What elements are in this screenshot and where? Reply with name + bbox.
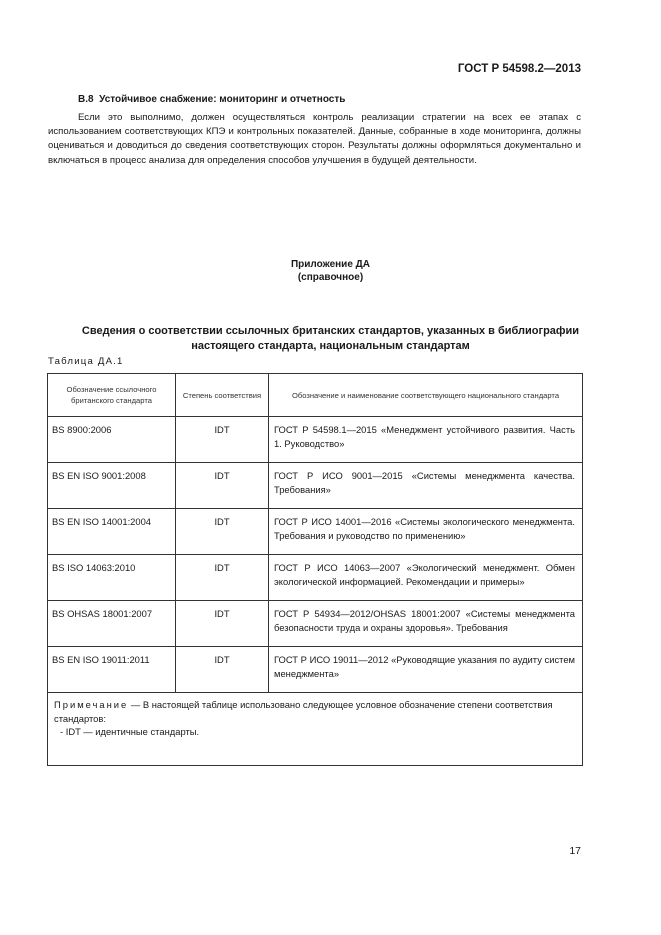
table-note-row xyxy=(48,693,583,766)
section-body: Если это выполнимо, должен осуществляться контроль реализации стратегии на всех ее этапах с использованием соответствующих КПЭ и контрольных показателей. Данные, собранные в ходе мониторинга, должны оцениваться и доводиться до сведения соответствующих сторон. Результаты должны оформляться документально и включаться в процесс анализа для определения способов улучшения в будущей деятельности. xyxy=(48,112,581,166)
cell-british-ref: BS EN ISO 14001:2004 xyxy=(48,509,176,555)
table-label: Таблица ДА.1 xyxy=(48,356,124,367)
annex-heading: Сведения о соответствии ссылочных британских стандартов, указанных в библиографии настоящего стандарта, национальным стандартам xyxy=(81,325,580,352)
header-british-standard: Обозначение ссылочного британского стандарта xyxy=(48,374,176,417)
cell-british-ref: BS EN ISO 19011:2011 xyxy=(48,647,176,693)
note-text: — В настоящей таблице использовано следующее условное обозначение степени соответствия стандартов: xyxy=(54,699,553,724)
document-code: ГОСТ Р 54598.2—2013 xyxy=(457,63,581,75)
cell-degree: IDT xyxy=(176,417,269,463)
table-header-row xyxy=(48,374,583,417)
annex-title-block xyxy=(0,258,661,284)
section-heading xyxy=(78,94,345,105)
cell-degree: IDT xyxy=(176,555,269,601)
cell-british-ref: BS 8900:2006 xyxy=(48,417,176,463)
cell-british-ref: BS OHSAS 18001:2007 xyxy=(48,601,176,647)
cell-national: ГОСТ Р ИСО 9001—2015 «Системы менеджмента качества. Требования» xyxy=(269,463,583,509)
header-degree: Степень соответствия xyxy=(176,374,269,417)
cell-degree: IDT xyxy=(176,463,269,509)
cell-national: ГОСТ Р 54934—2012/OHSAS 18001:2007 «Системы менеджмента безопасности труда и охраны здоровья». Требования xyxy=(269,601,583,647)
table-row xyxy=(48,647,583,693)
section-title: Устойчивое снабжение: мониторинг и отчетность xyxy=(99,94,346,105)
cell-british-ref: BS EN ISO 9001:2008 xyxy=(48,463,176,509)
table-row xyxy=(48,509,583,555)
annex-title: Приложение ДА xyxy=(290,259,371,270)
cell-national: ГОСТ Р ИСО 14001—2016 «Системы экологического менеджмента. Требования и руководство по применению» xyxy=(269,509,583,555)
cell-degree: IDT xyxy=(176,647,269,693)
correspondence-table xyxy=(47,373,583,766)
table-row xyxy=(48,555,583,601)
table-row xyxy=(48,463,583,509)
header-national-standard: Обозначение и наименование соответствующего национального стандарта xyxy=(269,374,583,417)
note-label: Примечание xyxy=(54,699,129,710)
page-number: 17 xyxy=(569,845,581,857)
cell-national: ГОСТ Р ИСО 19011—2012 «Руководящие указания по аудиту систем менеджмента» xyxy=(269,647,583,693)
annex-subtitle: (справочное) xyxy=(297,272,364,283)
cell-degree: IDT xyxy=(176,601,269,647)
table-note xyxy=(48,693,583,766)
note-item: - IDT — идентичные стандарты. xyxy=(60,726,200,737)
table-row xyxy=(48,601,583,647)
table-row xyxy=(48,417,583,463)
cell-national: ГОСТ Р ИСО 14063—2007 «Экологический менеджмент. Обмен экологической информацией. Рекомендации и примеры» xyxy=(269,555,583,601)
section-number: В.8 xyxy=(78,94,94,105)
cell-british-ref: BS ISO 14063:2010 xyxy=(48,555,176,601)
cell-national: ГОСТ Р 54598.1—2015 «Менеджмент устойчивого развития. Часть 1. Руководство» xyxy=(269,417,583,463)
cell-degree: IDT xyxy=(176,509,269,555)
